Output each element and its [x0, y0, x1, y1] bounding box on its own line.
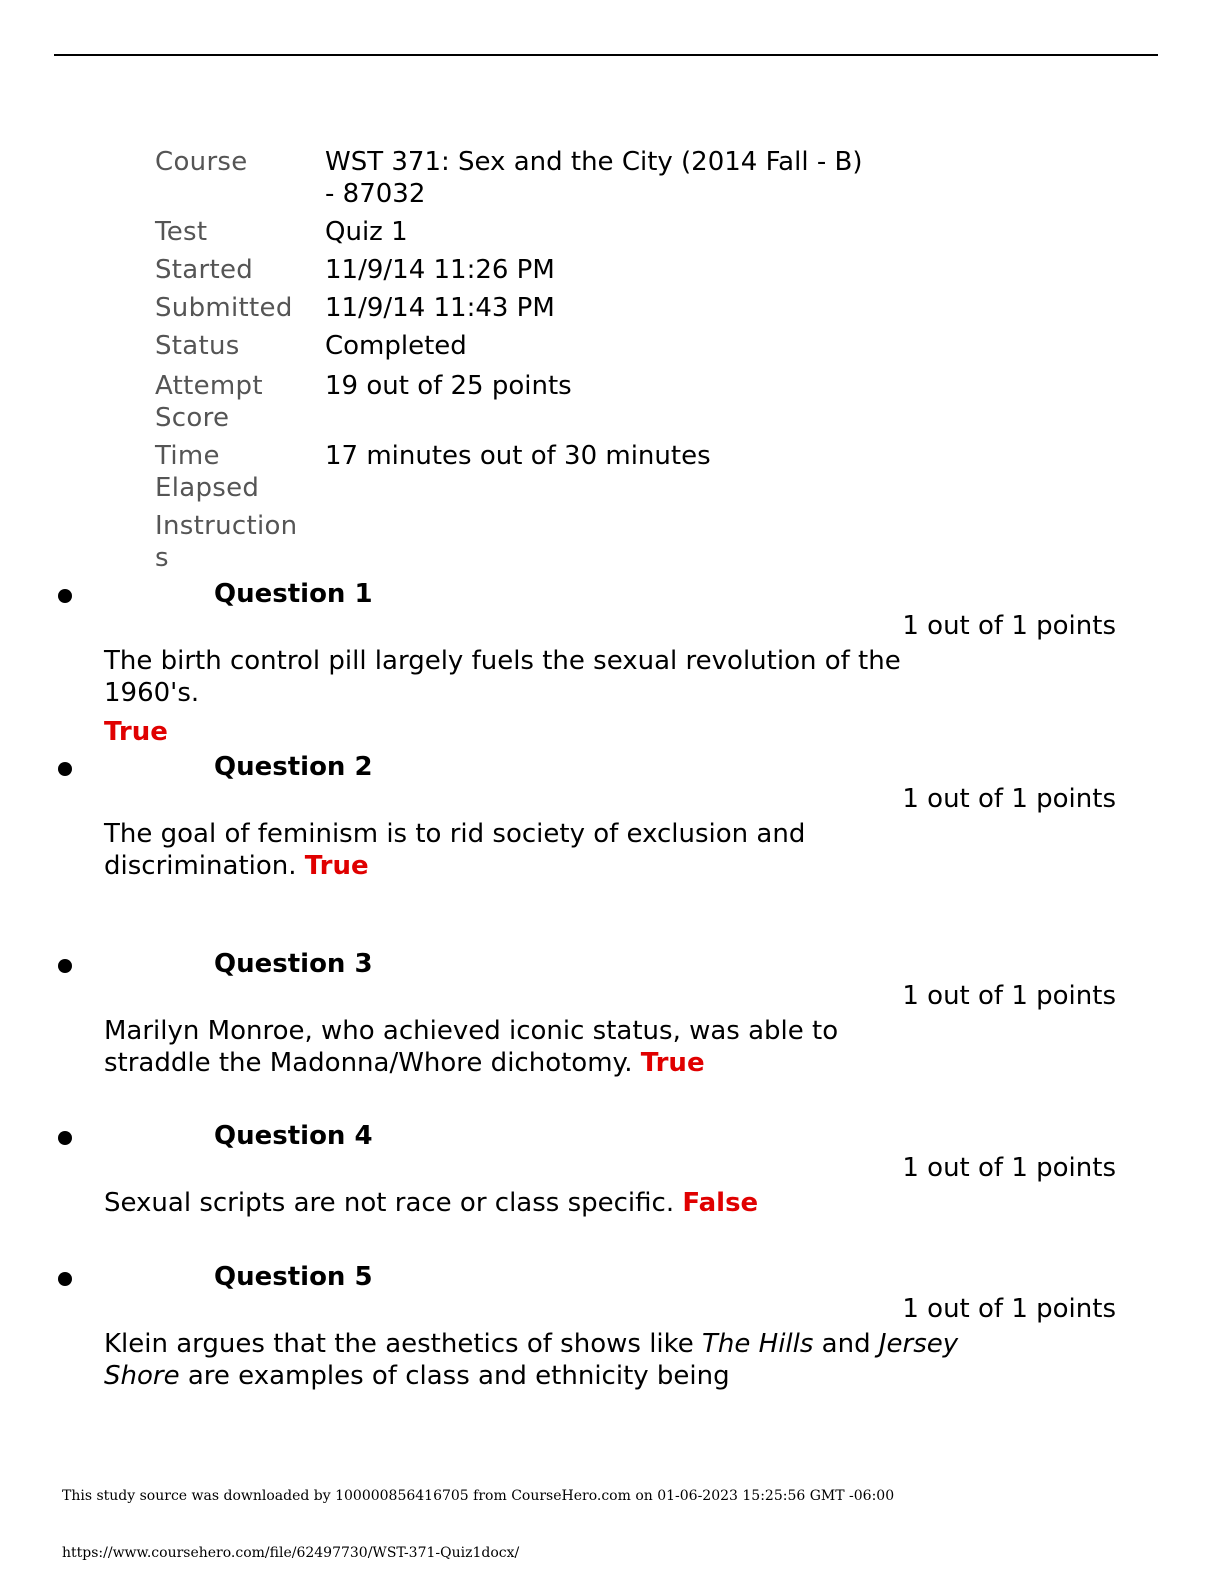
started-value: 11/9/14 11:26 PM [325, 255, 555, 285]
question-statement: The birth control pill largely fuels the sexual revolution of the 1960's. [104, 646, 901, 708]
answer-true: True [640, 1048, 705, 1078]
question-text [104, 1187, 984, 1219]
source-line: This study source was downloaded by 100000856416705 from CourseHero.com on 01-06-2023 15:25:56 GMT -06:00 [62, 1488, 895, 1504]
question-points: 1 out of 1 points [902, 784, 1116, 814]
question-points: 1 out of 1 points [902, 1153, 1116, 1183]
question-statement-part3: are examples of class and ethnicity being [179, 1361, 730, 1391]
course-label: Course [155, 147, 248, 177]
show-title-the-hills: The Hills [702, 1329, 814, 1359]
bullet-icon [58, 959, 72, 973]
question-statement-part2: and [813, 1329, 879, 1359]
question-text [104, 645, 984, 709]
source-url[interactable]: https://www.coursehero.com/file/62497730/WST-371-Quiz1docx/ [62, 1545, 520, 1561]
bullet-icon [58, 589, 72, 603]
bullet-icon [58, 762, 72, 776]
status-label: Status [155, 331, 240, 361]
bullet-icon [58, 1131, 72, 1145]
show-title-jersey-shore: Jersey Shore [104, 1329, 959, 1391]
question-text [104, 1015, 904, 1079]
question-statement: Sexual scripts are not race or class specific. [104, 1188, 675, 1218]
instructions-label: Instructions [155, 511, 298, 573]
answer-false: False [682, 1188, 759, 1218]
test-label: Test [155, 217, 208, 247]
question-points: 1 out of 1 points [902, 981, 1116, 1011]
test-value: Quiz 1 [325, 217, 408, 247]
time-label: Time Elapsed [155, 441, 260, 503]
score-label: Attempt Score [155, 371, 263, 433]
question-title: Question 5 [214, 1262, 373, 1292]
question-title: Question 1 [214, 579, 373, 609]
answer-true: True [104, 717, 168, 747]
course-value: WST 371: Sex and the City (2014 Fall - B) - 87032 [325, 147, 863, 209]
question-title: Question 3 [214, 949, 373, 979]
question-text [104, 818, 884, 882]
question-points: 1 out of 1 points [902, 1294, 1116, 1324]
question-statement: The goal of feminism is to rid society of exclusion and discrimination. [104, 819, 806, 881]
bullet-icon [58, 1272, 72, 1286]
score-value: 19 out of 25 points [325, 371, 572, 401]
submitted-label: Submitted [155, 293, 293, 323]
started-label: Started [155, 255, 254, 285]
question-statement: Marilyn Monroe, who achieved iconic status, was able to straddle the Madonna/Whore dichotomy. [104, 1016, 839, 1078]
top-rule [54, 54, 1158, 56]
question-points: 1 out of 1 points [902, 611, 1116, 641]
answer-true: True [304, 851, 369, 881]
question-statement-part1: Klein argues that the aesthetics of shows like [104, 1329, 703, 1359]
time-value: 17 minutes out of 30 minutes [325, 441, 711, 471]
question-text [104, 1328, 1004, 1392]
question-title: Question 4 [214, 1121, 373, 1151]
status-value: Completed [325, 331, 467, 361]
submitted-value: 11/9/14 11:43 PM [325, 293, 555, 323]
question-title: Question 2 [214, 752, 373, 782]
